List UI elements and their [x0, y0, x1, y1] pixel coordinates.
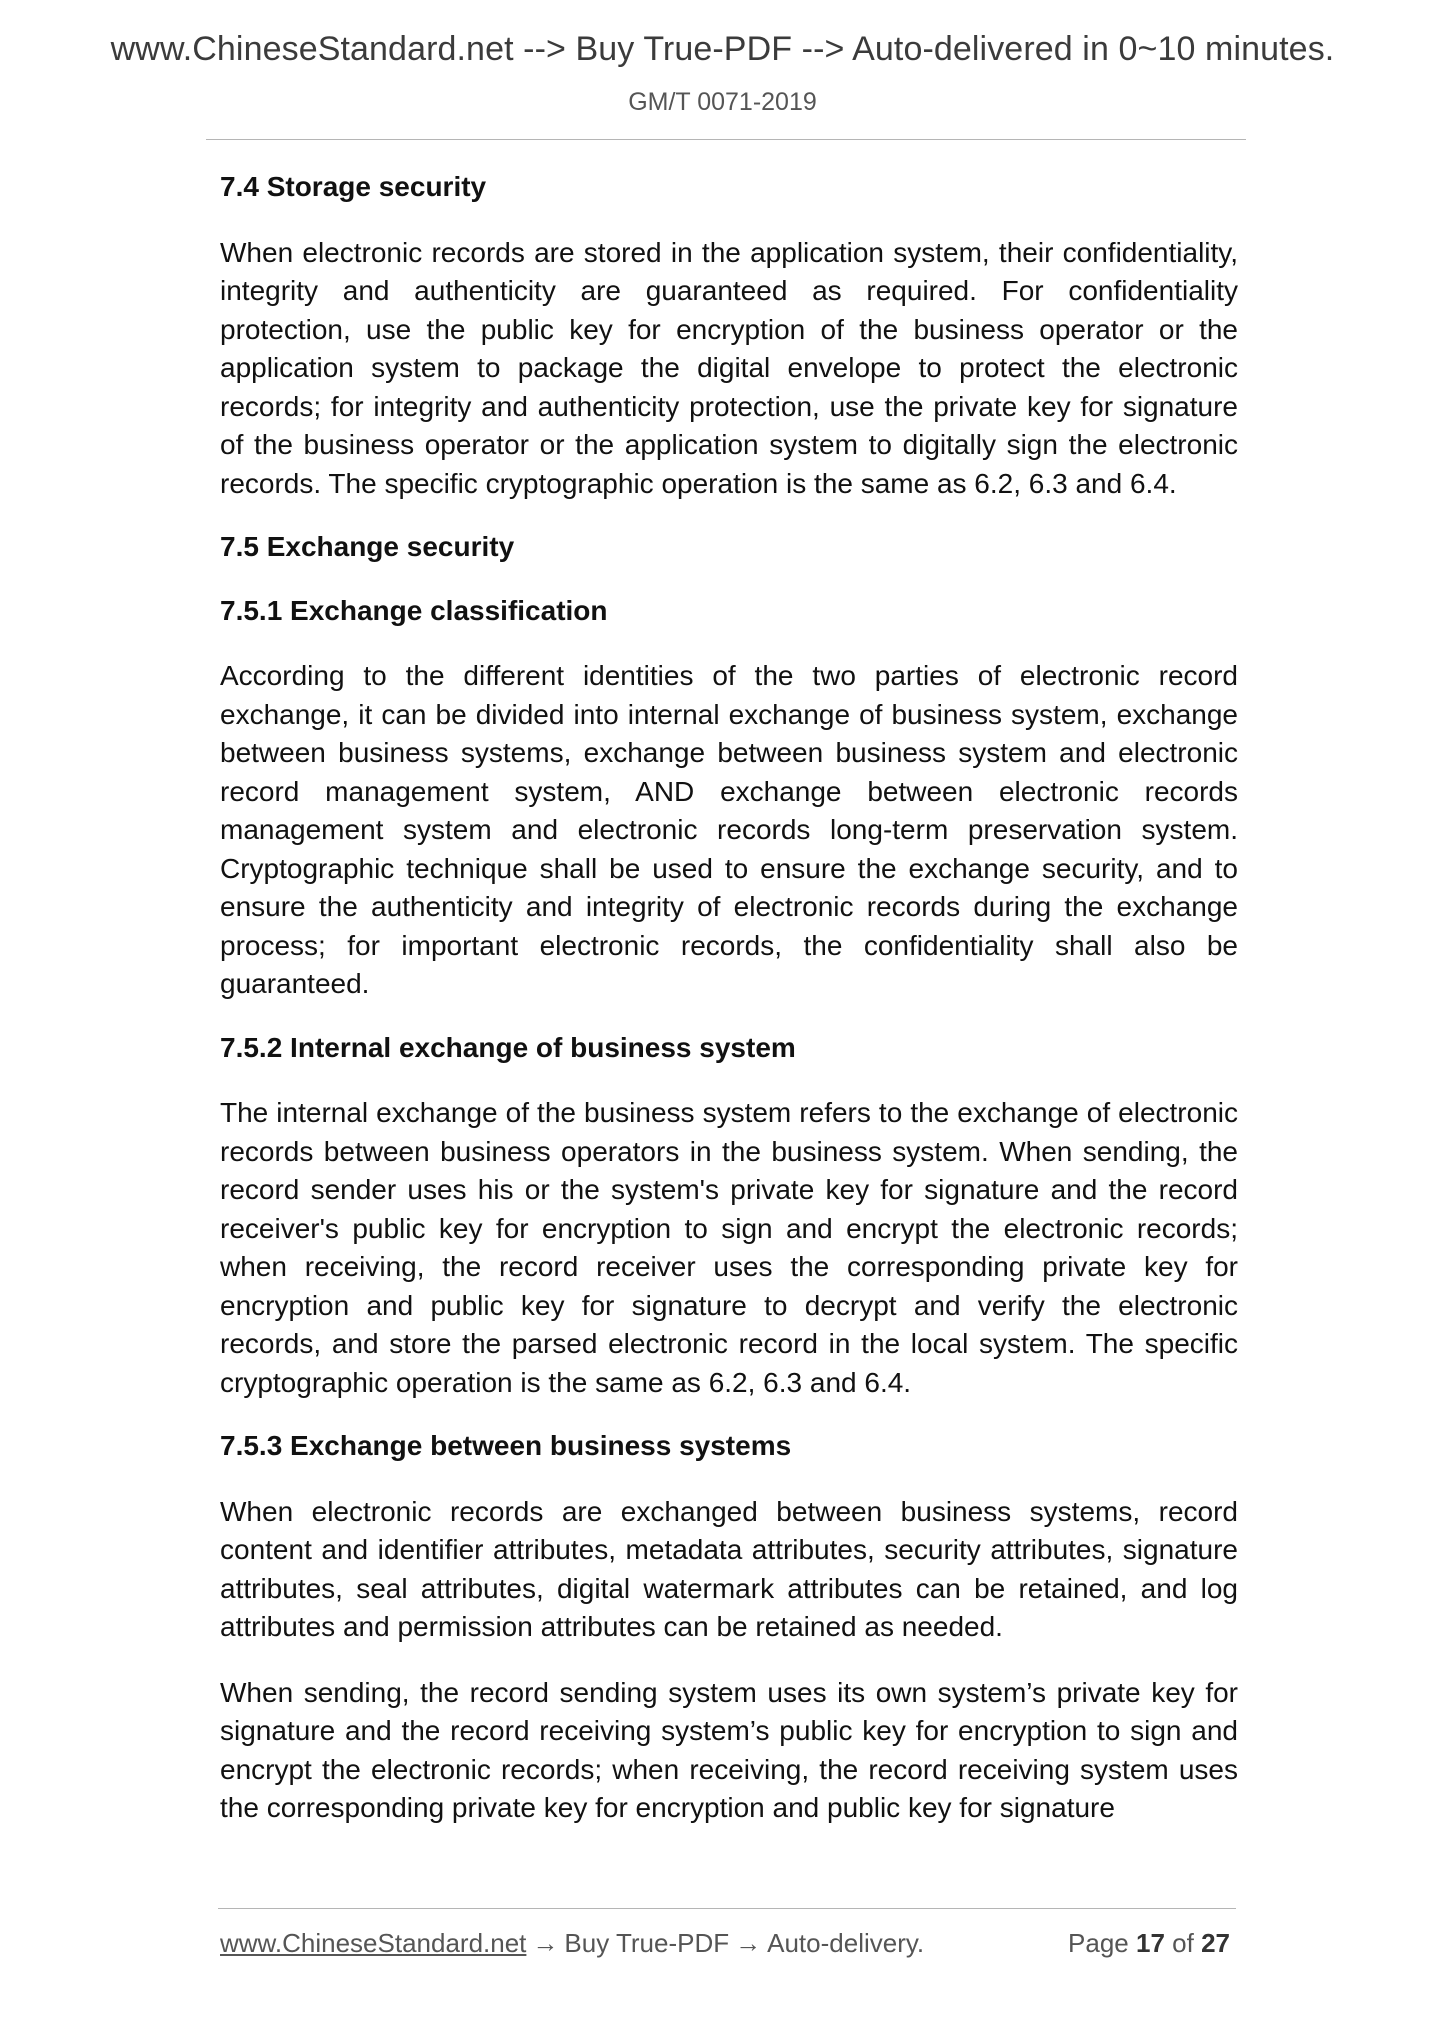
section-heading: 7.4 Storage security	[220, 171, 487, 202]
buy-text: Buy True-PDF	[564, 1928, 730, 1958]
paragraph: According to the different identities of the two parties of electronic record exchange, it can be divided into internal exchange of business system, exchange between business systems, exchange between business system and electronic record management system, AND exchange between electronic records management system and electronic records long-term preservation system. Cryptographic technique shall be used to ensure the exchange security, and to ensure the authenticity and integrity of electronic records during the exchange process; for important electronic records, the confidentiality shall also be guaranteed.	[220, 660, 1238, 1000]
section-heading: 7.5.1 Exchange classification	[220, 594, 608, 626]
paragraph: When electronic records are exchanged between business systems, record content and identifier attributes, metadata attributes, security attributes, signature attributes, seal attributes, digital watermark attributes can be retained, and log attributes and permission attributes can be retained as needed.	[220, 1495, 1238, 1643]
footer-divider	[218, 1908, 1236, 1909]
document-code: GM/T 0071-2019	[628, 88, 817, 116]
section-heading: 7.5.3 Exchange between business systems	[220, 1430, 792, 1462]
top-banner: www.ChineseStandard.net --> Buy True-PDF --> Auto-delivered in 0~10 minutes.	[110, 30, 1335, 68]
paragraph: When electronic records are stored in the application system, their confidentiality, integrity and authenticity are guaranteed as required. For confidentiality protection, use the public key for encryption of the business operator or the application system to package the digital envelope to protect the electronic records; for integrity and authenticity protection, use the private key for signature of the business operator or the application system to digitally sign the electronic records. The specific cryptographic operation is the same as 6.2, 6.3 and 6.4.	[220, 236, 1238, 499]
paragraph: The internal exchange of the business system refers to the exchange of electronic records between business operators in the business system. When sending, the record sender uses his or the system's private key for signature and the record receiver's public key for encryption to sign and encrypt the electronic records; when receiving, the record receiver uses the corresponding private key for encryption and public key for signature to decrypt and verify the electronic records, and store the parsed electronic record in the local system. The specific cryptographic operation is the same as 6.2, 6.3 and 6.4.	[220, 1097, 1238, 1398]
header-divider	[206, 139, 1246, 140]
paragraph: When sending, the record sending system uses its own system’s private key for signature and the record receiving system’s public key for encryption to sign and encrypt the electronic records; when receiving, the record receiving system uses the corresponding private key for encryption and public key for signature	[220, 1676, 1238, 1824]
arrow-right-icon: →	[532, 1928, 559, 1958]
page-word: Page	[1068, 1928, 1129, 1958]
section-heading: 7.5.2 Internal exchange of business system	[220, 1031, 796, 1063]
delivery-text: Auto-delivery.	[767, 1928, 925, 1958]
site-link[interactable]: www.ChineseStandard.net	[220, 1928, 527, 1958]
page-number	[1068, 1928, 1230, 1959]
page-total: 27	[1201, 1928, 1230, 1958]
footer-links	[220, 1928, 924, 1959]
arrow-right-icon: →	[735, 1928, 762, 1958]
of-word: of	[1172, 1928, 1194, 1958]
page-current: 17	[1136, 1928, 1165, 1958]
document-body	[220, 170, 1238, 1855]
section-heading: 7.5 Exchange security	[220, 531, 515, 563]
